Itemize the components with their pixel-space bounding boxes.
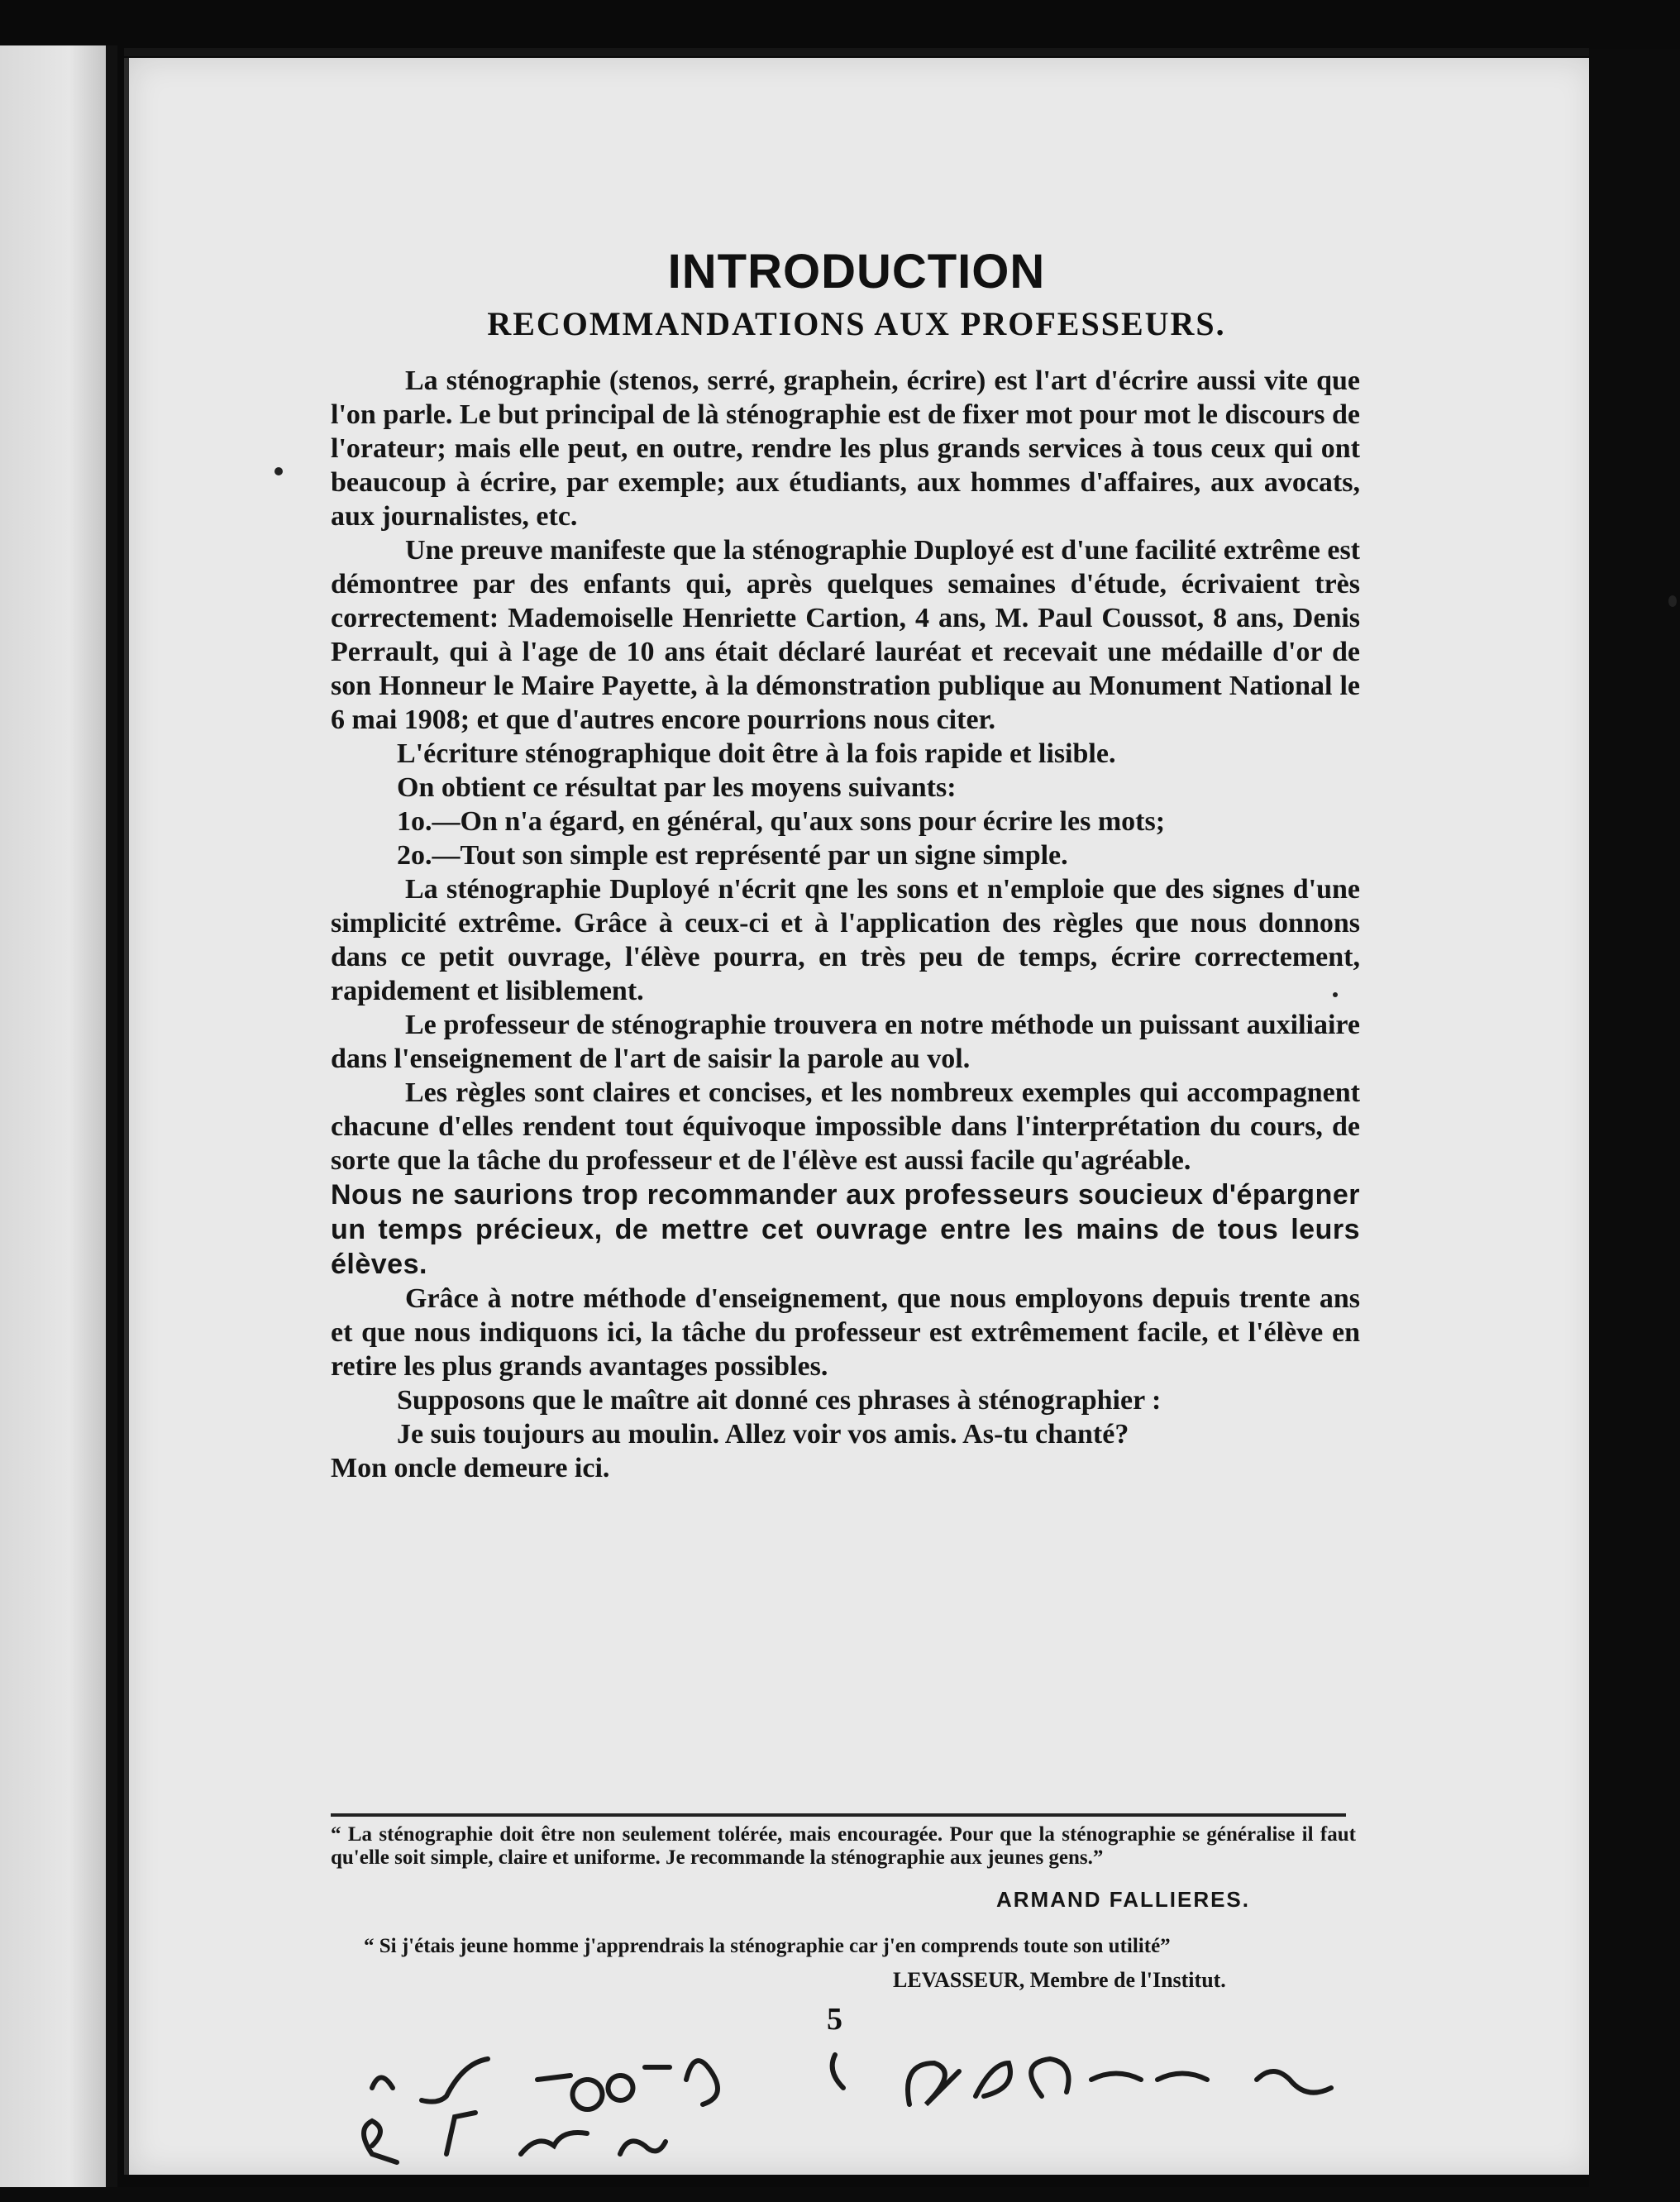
- right-margin: [1589, 50, 1680, 2202]
- paragraph: 2o.—Tout son simple est représenté par un signe simple.: [397, 840, 1068, 871]
- page-subtitle: RECOMMANDATIONS AUX PROFESSEURS.: [487, 305, 1226, 342]
- top-border: [124, 48, 1589, 56]
- page-number: 5: [827, 2002, 842, 2037]
- print-speck: [1668, 595, 1677, 607]
- paragraph: Grâce à notre méthode d'enseignement, que nous employons depuis trente ans et que nous indiquons ici, la tâche du professeur est extrêmement facile, et l'élève en retire les plus grands avantages possibles.: [331, 1283, 1360, 1382]
- paragraph: Les règles sont claires et concises, et les nombreux exemples qui accompagnent chacune d'elles rendent tout équivoque impossible dans l'interprétation du cours, de sorte que la tâche du professeur et de l'élève est aussi facile qu'agréable.: [331, 1077, 1360, 1176]
- footnote-divider: [331, 1813, 1346, 1817]
- paragraph: On obtient ce résultat par les moyens suivants:: [397, 772, 957, 803]
- paragraph: Le professeur de sténographie trouvera en notre méthode un puissant auxiliaire dans l'enseignement de l'art de saisir la parole au vol.: [331, 1010, 1360, 1074]
- quote-author: ARMAND FALLIERES.: [996, 1887, 1250, 1912]
- quote-fallieres: “ La sténographie doit être non seulement tolérée, mais encouragée. Pour que la sténographie se généralise il faut qu'elle soit simple, claire et uniforme. Je recommande la sténographie aux jeunes gens.”: [331, 1823, 1356, 1869]
- paragraph: Supposons que le maître ait donné ces phrases à sténographier :: [397, 1385, 1162, 1416]
- print-speck: [1333, 992, 1338, 997]
- bottom-margin: [0, 2187, 1680, 2202]
- example-sentence: Je suis toujours au moulin. Allez voir vos amis. As-tu chanté?: [397, 1419, 1129, 1450]
- page-title: INTRODUCTION: [667, 245, 1046, 299]
- emphasis-paragraph: Nous ne saurions trop recommander aux professeurs soucieux d'épargner un temps précieux, de mettre cet ouvrage entre les mains de tous leurs élèves.: [331, 1179, 1360, 1280]
- paragraph: 1o.—On n'a égard, en général, qu'aux sons pour écrire les mots;: [397, 806, 1166, 837]
- handwritten-shorthand: [347, 2030, 1463, 2187]
- quote-levasseur: “ Si j'étais jeune homme j'apprendrais la sténographie car j'en comprends toute son utilité”: [364, 1935, 1171, 1957]
- adjacent-page-edge: [0, 45, 116, 2187]
- paragraph: La sténographie Duployé n'écrit qne les sons et n'emploie que des signes d'une simplicité extrême. Grâce à ceux-ci et à l'application des règles que nous donnons dans ce petit ouvrage, l'élève pourra, en très peu de temps, écrire correctement, rapidement et lisiblement.: [331, 874, 1360, 1006]
- example-sentence: Mon oncle demeure ici.: [331, 1453, 610, 1483]
- body-text: [331, 364, 1360, 1485]
- page-gutter: [106, 45, 117, 2187]
- quote-author: LEVASSEUR, Membre de l'Institut.: [893, 1968, 1226, 1992]
- paragraph: La sténographie (stenos, serré, graphein, écrire) est l'art d'écrire aussi vite que l'on parle. Le but principal de là sténographie est de fixer mot pour mot le discours de l'orateur; mais elle peut, en outre, rendre les plus grands services à tous ceux qui ont beaucoup à écrire, par exemple; aux étudiants, aux hommes d'affaires, aux avocats, aux journalistes, etc.: [331, 365, 1360, 532]
- paragraph: Une preuve manifeste que la sténographie Duployé est d'une facilité extrême est démontree par des enfants qui, après quelques semaines d'étude, écrivaient très correctement: Mademoiselle Henriette Cartion, 4 ans, M. Paul Coussot, 8 ans, Denis Perrault, qui à l'age de 10 ans était déclaré lauréat et recevait une médaille d'or de son Honneur le Maire Payette, à la démonstration publique au Monument National le 6 mai 1908; et que d'autres encore pourrions nous citer.: [331, 535, 1360, 735]
- paragraph: L'écriture sténographique doit être à la fois rapide et lisible.: [397, 738, 1116, 769]
- print-speck: [274, 467, 283, 475]
